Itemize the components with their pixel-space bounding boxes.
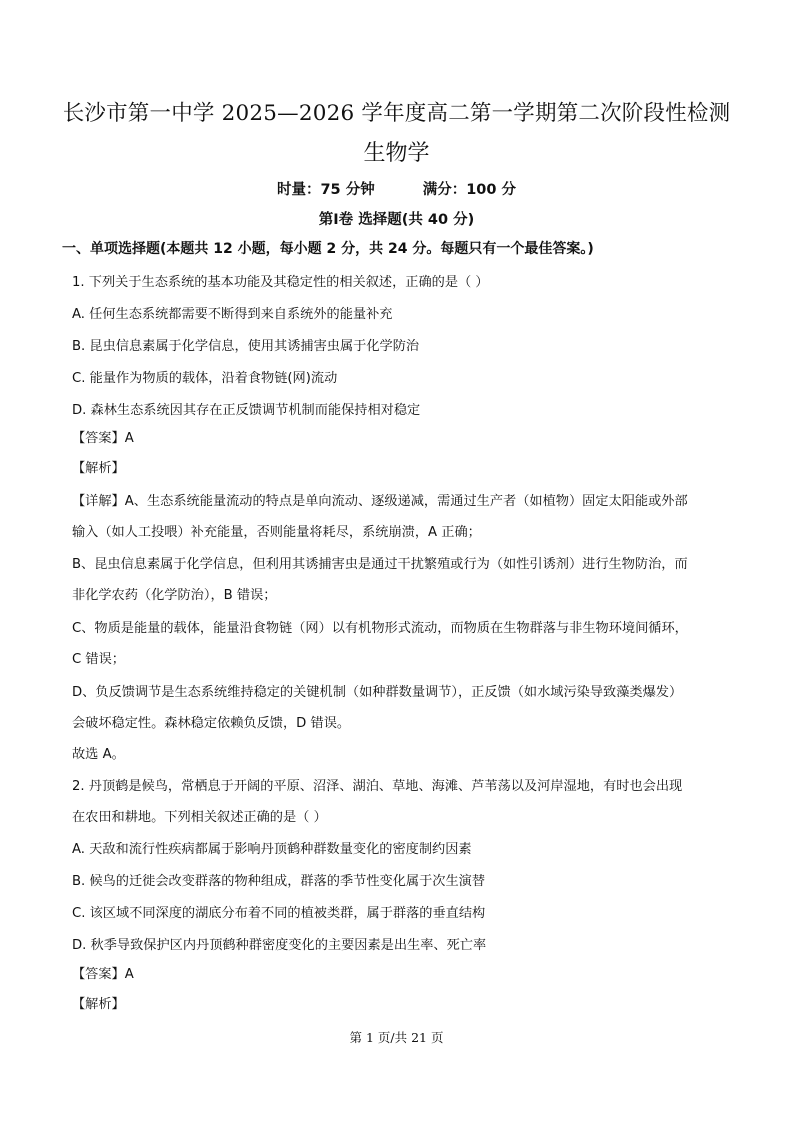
part-title: 一、单项选择题(本题共 12 小题，每小题 2 分，共 24 分。每题只有一个最佳答案。) xyxy=(62,241,594,257)
section-title: 第Ⅰ卷 选择题(共 40 分) xyxy=(318,212,475,228)
exam-title: 长沙市第一中学 2025—2026 学年度高二第一学期第二次阶段性检测 xyxy=(62,101,731,126)
question-1-detail-line: 非化学农药（化学防治），B 错误； xyxy=(72,588,277,603)
question-1-detail-line: B、昆虫信息素属于化学信息，但利用其诱捕害虫是通过干扰繁殖或行为（如性引诱剂）进行生物防治，而 xyxy=(72,557,688,572)
question-2-analysis-label: 【解析】 xyxy=(72,997,125,1012)
question-2-option-d: D. 秋季导致保护区内丹顶鹤种群密度变化的主要因素是出生率、死亡率 xyxy=(72,938,487,953)
question-1-detail-line: 【详解】A、生态系统能量流动的特点是单向流动、逐级递减，需通过生产者（如植物）固定太阳能或外部 xyxy=(72,494,688,509)
exam-meta xyxy=(0,178,793,199)
question-2-stem-line: 在农田和耕地。下列相关叙述正确的是（ ） xyxy=(72,810,327,825)
question-1-answer: 【答案】A xyxy=(72,431,134,446)
full-score: 满分：100 分 xyxy=(422,182,517,198)
time-limit: 时量：75 分钟 xyxy=(276,182,375,198)
question-1-option-a: A. 任何生态系统都需要不断得到来自系统外的能量补充 xyxy=(72,307,393,322)
question-1-detail-line: D、负反馈调节是生态系统维持稳定的关键机制（如种群数量调节），正反馈（如水域污染导致藻类爆发） xyxy=(72,685,683,700)
question-1-option-d: D. 森林生态系统因其存在正反馈调节机制而能保持相对稳定 xyxy=(72,403,421,418)
question-1-conclusion: 故选 A。 xyxy=(72,747,125,762)
question-1-option-c: C. 能量作为物质的载体，沿着食物链(网)流动 xyxy=(72,371,338,386)
question-1-detail-line: 输入（如人工投喂）补充能量，否则能量将耗尽，系统崩溃，A 正确； xyxy=(72,525,481,540)
question-1-detail-line: C 错误； xyxy=(72,652,125,667)
question-2-stem-line: 2. 丹顶鹤是候鸟，常栖息于开阔的平原、沼泽、湖泊、草地、海滩、芦苇荡以及河岸湿地，有时也会出现 xyxy=(72,779,683,794)
question-1-detail-line: 会破坏稳定性。森林稳定依赖负反馈，D 错误。 xyxy=(72,716,351,731)
question-1-detail-line: C、物质是能量的载体，能量沿食物链（网）以有机物形式流动，而物质在生物群落与非生物环境间循环， xyxy=(72,621,688,636)
subject-title: 生物学 xyxy=(363,141,430,166)
question-1-option-b: B. 昆虫信息素属于化学信息，使用其诱捕害虫属于化学防治 xyxy=(72,339,420,354)
question-1-stem: 1. 下列关于生态系统的基本功能及其稳定性的相关叙述，正确的是（ ） xyxy=(72,275,489,290)
question-1-analysis-label: 【解析】 xyxy=(72,461,125,476)
question-2-option-c: C. 该区域不同深度的湖底分布着不同的植被类群，属于群落的垂直结构 xyxy=(72,906,486,921)
question-2-answer: 【答案】A xyxy=(72,967,134,982)
page-number: 第 1 页/共 21 页 xyxy=(349,1030,444,1045)
question-2-option-a: A. 天敌和流行性疾病都属于影响丹顶鹤种群数量变化的密度制约因素 xyxy=(72,842,472,857)
question-2-option-b: B. 候鸟的迁徙会改变群落的物种组成，群落的季节性变化属于次生演替 xyxy=(72,874,486,889)
